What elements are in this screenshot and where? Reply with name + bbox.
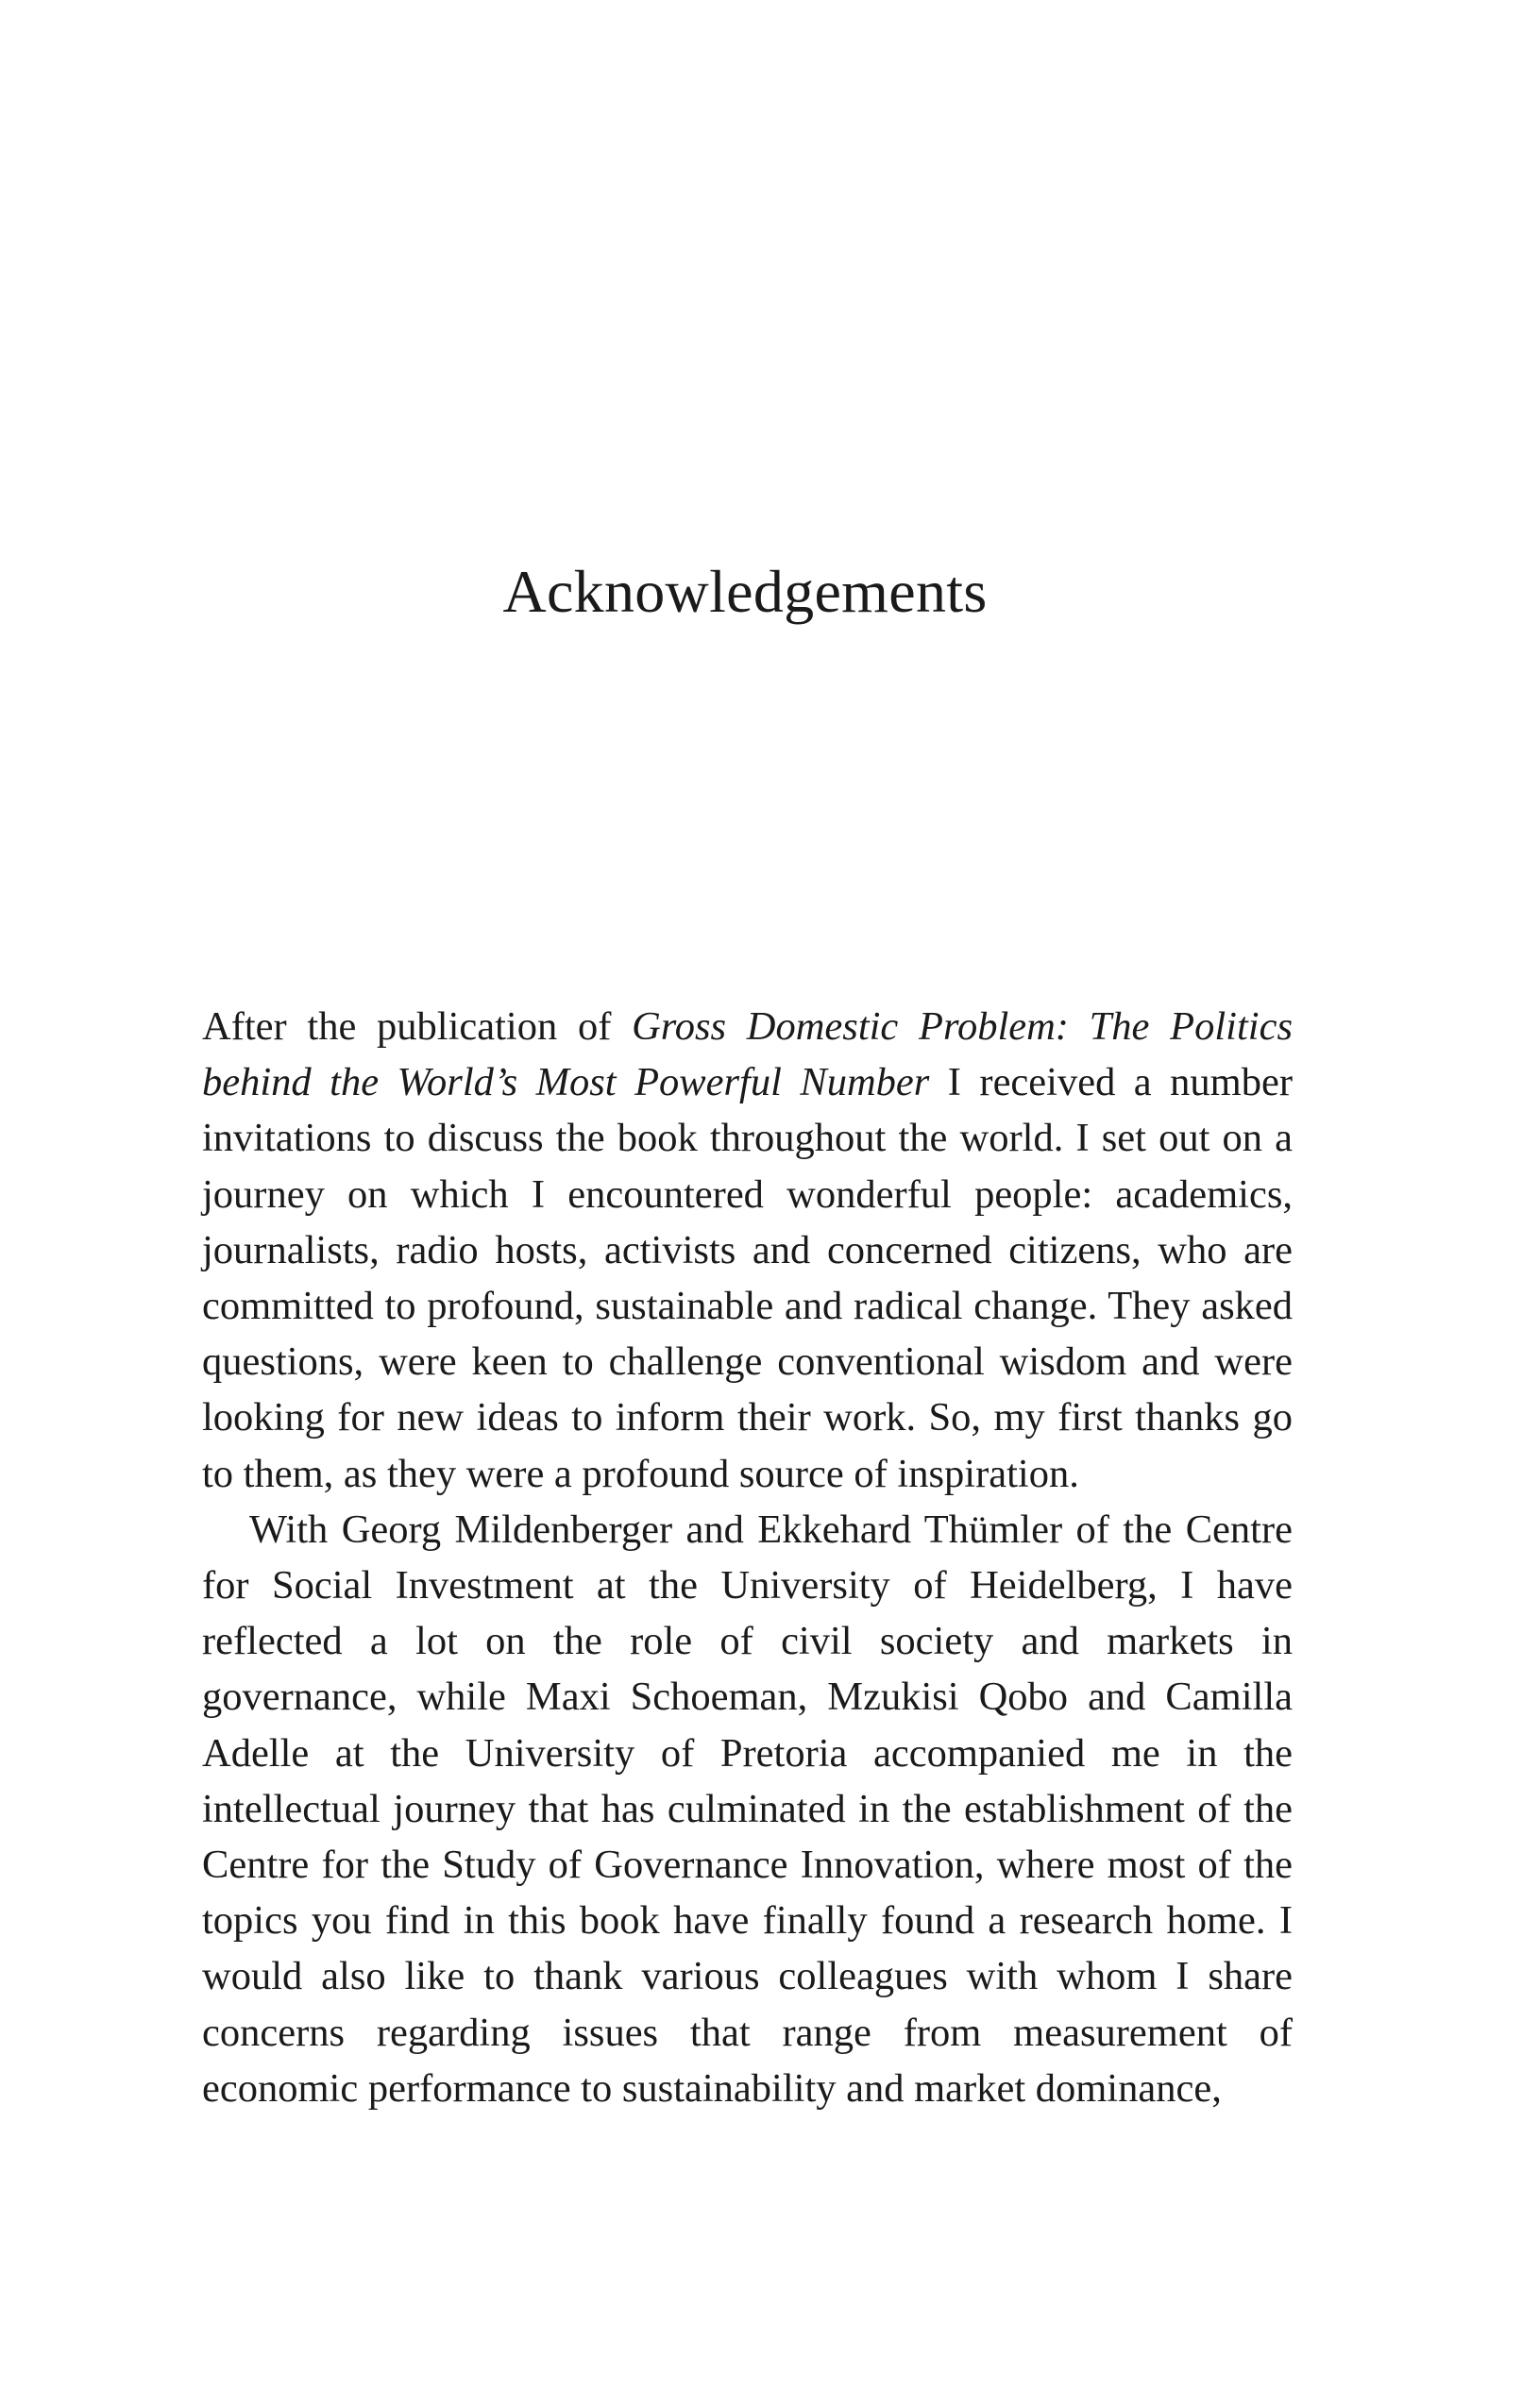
paragraph-1-intro: After the publication of [202, 1004, 633, 1049]
book-title: Gross Domestic Problem: The Politics behind the World’s Most Powerful Number [202, 1004, 1293, 1105]
paragraph-1 [202, 999, 1293, 1502]
paragraph-2: With Georg Mildenberger and Ekkehard Thümler of the Centre for Social Investment at the University of Heidelberg, I have reflected a lot on the role of civil society and markets in governance, while Maxi Schoeman, Mzukisi Qobo and Camilla Adelle at the University of Pretoria accompanied me in the intellectual journey that has culminated in the establishment of the Centre for the Study of Governance Innovation, where most of the topics you find in this book have finally found a research home. I would also like to thank various colleagues with whom I share concerns regarding issues that range from measurement of economic performance to sustainability and market dominance, [202, 1507, 1293, 2111]
body-text [202, 999, 1293, 2116]
chapter-heading: Acknowledgements [502, 558, 988, 625]
paragraph-1-rest: I received a number invitations to discuss the book throughout the world. I set out on a journey on which I encountered wonderful people: academics, journalists, radio hosts, activists and concerned citizens, who are committed to profound, sustainable and radical change. They asked questions, were keen to challenge conventional wisdom and were looking for new ideas to inform their work. So, my first thanks go to them, as they were a profound source of inspiration. [202, 1060, 1293, 1496]
